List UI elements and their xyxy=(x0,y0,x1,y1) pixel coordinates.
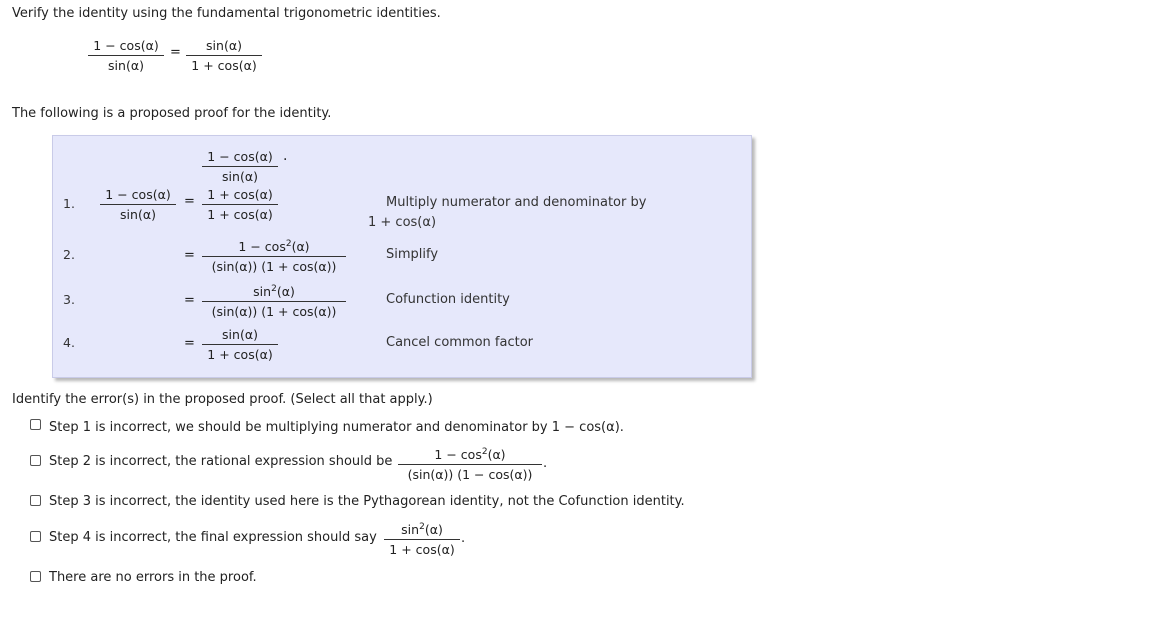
option-checkbox[interactable] xyxy=(30,571,41,582)
step1-factor-b xyxy=(202,186,278,223)
fraction-bar xyxy=(202,344,278,345)
step1-lhs-fraction xyxy=(100,186,176,223)
numerator-text: 1 − cos xyxy=(238,239,286,254)
fraction-bar xyxy=(88,55,164,56)
fraction-bar xyxy=(202,256,346,257)
step4-fraction xyxy=(202,326,278,363)
step1-a-numerator: 1 − cos(α) xyxy=(207,149,273,164)
option-checkbox[interactable] xyxy=(30,419,41,430)
step3-denominator: (sin(α)) (1 + cos(α)) xyxy=(211,304,337,319)
option-label[interactable]: Step 4 is incorrect, the final expression should say xyxy=(49,530,377,545)
step1-lhs-denominator: sin(α) xyxy=(120,207,156,222)
exponent: 2 xyxy=(419,522,425,532)
option4-period: . xyxy=(461,531,466,546)
option2-denominator: (sin(α)) (1 − cos(α)) xyxy=(407,467,533,482)
fraction-bar xyxy=(398,464,542,465)
step1-b-numerator: 1 + cos(α) xyxy=(207,187,273,202)
numerator-text: 1 − cos xyxy=(434,447,482,462)
exponent: 2 xyxy=(271,284,277,294)
step1-b-denominator: 1 + cos(α) xyxy=(207,207,273,222)
identity-lhs-denominator: sin(α) xyxy=(108,58,144,73)
option2-numerator xyxy=(398,446,542,463)
identity-rhs-denominator: 1 + cos(α) xyxy=(191,58,257,73)
fraction-bar xyxy=(202,301,346,302)
identity-equals: = xyxy=(170,45,181,60)
step1-reason-cont: 1 + cos(α) xyxy=(368,215,437,230)
step3-numerator xyxy=(202,283,346,300)
step1-reason: Multiply numerator and denominator by xyxy=(386,195,647,210)
option4-fraction xyxy=(384,521,460,558)
option-label[interactable]: Step 3 is incorrect, the identity used here is the Pythagorean identity, not the Cofunction identity. xyxy=(49,494,685,509)
step1-equals: = xyxy=(184,194,195,209)
identity-rhs-fraction xyxy=(186,37,262,74)
multiply-dot: · xyxy=(283,152,288,168)
fraction-bar xyxy=(384,539,460,540)
step4-denominator: 1 + cos(α) xyxy=(207,347,273,362)
question-prompt: Verify the identity using the fundamental trigonometric identities. xyxy=(12,6,441,21)
option2-fraction xyxy=(398,446,542,483)
proof-intro: The following is a proposed proof for the identity. xyxy=(12,106,332,121)
step4-equals: = xyxy=(184,336,195,351)
numerator-text: sin xyxy=(253,284,272,299)
fraction-bar xyxy=(186,55,262,56)
step4-numerator: sin(α) xyxy=(222,327,258,342)
step2-fraction xyxy=(202,238,346,275)
option2-period: . xyxy=(543,456,548,471)
step3-reason: Cofunction identity xyxy=(386,292,510,307)
option-label[interactable]: Step 2 is incorrect, the rational expression should be xyxy=(49,454,393,469)
exponent: 2 xyxy=(285,239,292,249)
step-number: 2. xyxy=(63,247,75,262)
option-checkbox[interactable] xyxy=(30,455,41,466)
exponent: 2 xyxy=(481,447,488,457)
step-number: 1. xyxy=(63,196,75,211)
option4-denominator: 1 + cos(α) xyxy=(389,542,455,557)
step2-numerator xyxy=(202,238,346,255)
step3-equals: = xyxy=(184,293,195,308)
step-number: 3. xyxy=(63,292,75,307)
option4-numerator xyxy=(384,521,460,538)
option-checkbox[interactable] xyxy=(30,531,41,542)
numerator-arg: (α) xyxy=(424,522,443,537)
step2-equals: = xyxy=(184,248,195,263)
fraction-bar xyxy=(202,204,278,205)
numerator-arg: (α) xyxy=(291,239,310,254)
identity-lhs-numerator: 1 − cos(α) xyxy=(93,38,159,53)
error-question-prompt: Identify the error(s) in the proposed proof. (Select all that apply.) xyxy=(12,392,433,407)
step4-reason: Cancel common factor xyxy=(386,335,534,350)
option-label[interactable]: There are no errors in the proof. xyxy=(49,570,257,585)
step1-lhs-numerator: 1 − cos(α) xyxy=(105,187,171,202)
numerator-arg: (α) xyxy=(276,284,295,299)
option-checkbox[interactable] xyxy=(30,495,41,506)
step-number: 4. xyxy=(63,335,75,350)
step3-fraction xyxy=(202,283,346,320)
step2-reason: Simplify xyxy=(386,247,439,262)
numerator-text: sin xyxy=(401,522,420,537)
identity-rhs-numerator: sin(α) xyxy=(206,38,242,53)
fraction-bar xyxy=(100,204,176,205)
step1-a-denominator: sin(α) xyxy=(222,169,258,184)
step2-denominator: (sin(α)) (1 + cos(α)) xyxy=(211,259,337,274)
option-label[interactable]: Step 1 is incorrect, we should be multiplying numerator and denominator by 1 − cos(α). xyxy=(49,420,624,435)
step1-factor-a xyxy=(202,148,278,185)
identity-lhs-fraction xyxy=(88,37,164,74)
numerator-arg: (α) xyxy=(487,447,506,462)
fraction-bar xyxy=(202,166,278,167)
